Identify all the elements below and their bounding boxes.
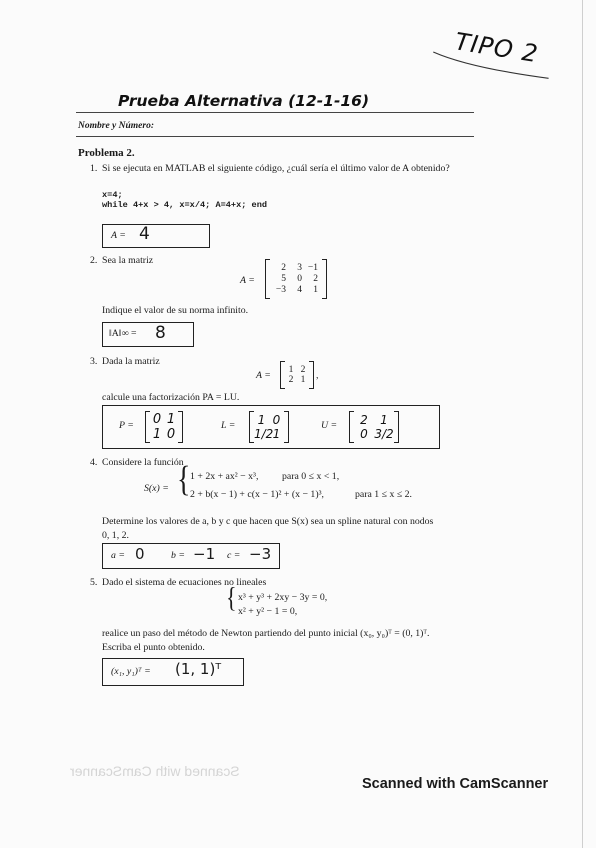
q3-matrix — [280, 361, 318, 389]
q3-P-matrix — [145, 411, 183, 443]
matrix-cell: 2 — [360, 413, 368, 427]
q3-prompt: calcule una factorización PA = LU. — [102, 392, 240, 403]
matrix-cell: 1 — [272, 427, 281, 441]
left-brace: { — [177, 459, 191, 500]
matrix-cell: 3/2 — [374, 427, 394, 441]
matrix-cell: 0 — [297, 274, 302, 284]
q5-answer-label: (x₁, y₁)ᵀ = — [111, 666, 151, 677]
q1-answer-box — [102, 224, 210, 248]
q2-text: Sea la matriz — [102, 255, 154, 266]
matrix-cell: 1 — [152, 427, 162, 442]
q4-c-label: c = — [227, 550, 241, 561]
q2-matrix-label: A = — [240, 275, 255, 286]
q1-code-line2: while 4+x > 4, x=x/4; A=4+x; end — [102, 200, 268, 210]
q3-U-label: U = — [321, 420, 338, 431]
q4-a-value: 0 — [135, 545, 145, 563]
page-edge-shadow — [582, 0, 583, 848]
q4-prompt-line2: 0, 1, 2. — [102, 530, 129, 541]
q5-answer-box — [102, 658, 244, 686]
q2-answer-value: 8 — [155, 323, 166, 343]
q3-L-matrix — [249, 411, 289, 443]
matrix-cell: 2 — [300, 365, 306, 375]
q3-L-grid — [254, 413, 284, 441]
q2-matrix — [265, 259, 327, 299]
ghost-bleedthrough-text: Scanned with CamScanner — [70, 763, 240, 779]
q3-matrix-suffix: , — [316, 369, 319, 381]
q4-piece2: 2 + b(x − 1) + c(x − 1)² + (x − 1)³, — [190, 489, 324, 500]
name-underline — [76, 136, 474, 137]
matrix-cell: −1 — [307, 263, 318, 273]
q4-piece1: 1 + 2x + ax² − x³, — [190, 471, 259, 482]
matrix-cell: 2 — [281, 263, 286, 273]
matrix-cell: 1 — [380, 413, 388, 427]
camscanner-watermark: Scanned with CamScanner — [362, 776, 549, 792]
name-label: Nombre y Número: — [78, 121, 154, 131]
matrix-cell: 2 — [288, 375, 294, 385]
q2-number: 2. — [90, 255, 98, 266]
q1-text: Si se ejecuta en MATLAB el siguiente código, ¿cuál sería el último valor de A obtenido? — [102, 163, 450, 174]
q1-code-line1: x=4; — [102, 190, 123, 200]
matrix-cell: 1 — [288, 365, 294, 375]
matrix-cell: 1 — [300, 375, 306, 385]
matrix-cell: 1 — [166, 412, 176, 427]
right-bracket — [178, 411, 183, 443]
q4-cond1: para 0 ≤ x < 1, — [282, 471, 340, 482]
q5-text: Dado el sistema de ecuaciones no lineales — [102, 577, 267, 588]
matrix-cell: 0 — [166, 427, 176, 442]
q4-c-value: −3 — [249, 545, 272, 563]
q4-answer-box — [102, 543, 280, 569]
matrix-cell: 1 — [313, 285, 318, 295]
q1-number: 1. — [90, 163, 98, 174]
q4-cond2: para 1 ≤ x ≤ 2. — [355, 489, 413, 500]
q3-U-matrix — [349, 411, 399, 443]
matrix-cell: 1/2 — [254, 427, 274, 441]
q5-number: 5. — [90, 577, 98, 588]
q3-L-label: L = — [221, 420, 236, 431]
q3-matrix-label: A = — [256, 370, 271, 381]
q1-answer-label: A = — [111, 230, 126, 241]
q3-number: 3. — [90, 356, 98, 367]
matrix-cell: 0 — [152, 412, 162, 427]
right-bracket — [284, 411, 289, 443]
q3-text: Dada la matriz — [102, 356, 160, 367]
q4-b-label: b = — [171, 550, 185, 561]
exam-title: Prueba Alternativa (12-1-16) — [118, 92, 370, 110]
q4-b-value: −1 — [193, 545, 216, 563]
q5-prompt-line2: Escriba el punto obtenido. — [102, 642, 205, 653]
problem-heading: Problema 2. — [78, 147, 135, 159]
matrix-cell: 1 — [257, 413, 266, 427]
q3-matrix-grid — [285, 365, 309, 385]
q2-prompt: Indique el valor de su norma infinito. — [102, 305, 249, 316]
q5-prompt-line1: realice un paso del método de Newton partiendo del punto inicial (x₀, y₀)ᵀ = (0, 1)ᵀ. — [102, 628, 430, 639]
q5-answer-value: (1, 1)ᵀ — [175, 660, 222, 678]
q1-answer-value: 4 — [139, 224, 150, 244]
right-bracket — [322, 259, 327, 299]
handwritten-type-mark — [429, 22, 565, 88]
q3-U-grid — [354, 413, 394, 441]
title-underline — [76, 112, 474, 113]
q2-matrix-grid — [270, 263, 318, 295]
matrix-cell: −3 — [275, 285, 286, 295]
q4-text: Considere la función — [102, 457, 184, 468]
q3-answer-box — [102, 405, 440, 449]
q4-prompt-line1: Determine los valores de a, b y c que hacen que S(x) sea un spline natural con nodos — [102, 516, 434, 527]
right-bracket — [394, 411, 399, 443]
matrix-cell: 4 — [297, 285, 302, 295]
matrix-cell: 0 — [360, 427, 368, 441]
q5-eq2: x² + y² − 1 = 0, — [238, 606, 298, 617]
q4-number: 4. — [90, 457, 98, 468]
type-mark-text: TIPO 2 — [453, 27, 541, 69]
matrix-cell: 2 — [313, 274, 318, 284]
q2-answer-box — [102, 322, 194, 347]
q3-P-label: P = — [119, 420, 134, 431]
matrix-cell: 0 — [272, 413, 281, 427]
q4-func-label: S(x) = — [144, 483, 169, 494]
q4-a-label: a = — [111, 550, 125, 561]
q3-P-grid — [150, 412, 178, 442]
matrix-cell: 3 — [297, 263, 302, 273]
matrix-cell: 5 — [281, 274, 286, 284]
q5-eq1: x³ + y³ + 2xy − 3y = 0, — [238, 592, 328, 603]
system-brace: { — [226, 581, 237, 614]
right-bracket — [309, 361, 314, 389]
q2-answer-label: ‖A‖∞ = — [109, 328, 137, 339]
